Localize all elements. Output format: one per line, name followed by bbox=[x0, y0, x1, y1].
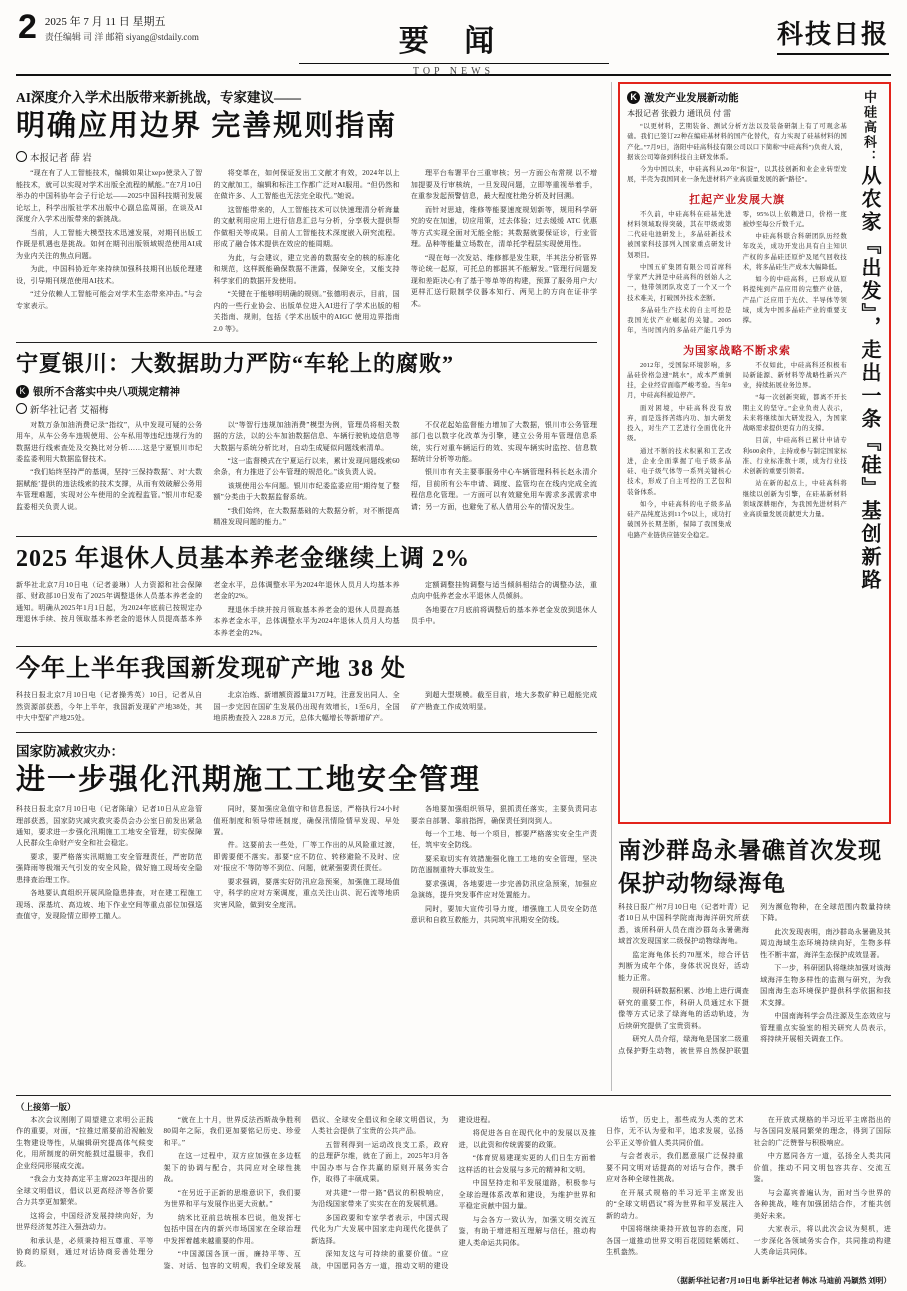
badge-icon: K bbox=[627, 91, 640, 104]
article-byline bbox=[16, 150, 597, 164]
article-headline: 进一步强化汛期施工工地安全管理 bbox=[16, 763, 482, 796]
paragraph: 北京冶炼、新增额资源量317万吨，注意发出同人、全国一步完因在国矿生发展仍出现有效增长，1至6月，全国地质勘查投入 228.8 万元，总体大幅增长等新增矿产。 bbox=[213, 691, 400, 723]
paragraph: 件。这要前去一些处，厂等工作出的从风险重过渡，即需要便不落实。那要“应不防位、转移避险不及时、应对‘报应不’等防等不到位、问题，就紧强要责任责任。 bbox=[213, 841, 400, 873]
feature-vertical-title bbox=[855, 90, 882, 816]
column-divider bbox=[611, 82, 612, 1091]
paragraph: 要求强调，各地要进一步完善防汛应急预案，加强应急演练，提升突发事件应对处置能力。 bbox=[410, 879, 598, 900]
paragraph: 为此，与会建议，建立完善的数据安全的核的标准化和规范，这样既能确保数据不泄露，保障安全，又能支持科学家们的数据开发使用。 bbox=[213, 253, 400, 285]
paragraph: 站在新的起点上，中硅高科将继续以创新为引擎，在硅基新材料领域深耕细作，为我国先进材料产业高质量发展贡献更大力量。 bbox=[742, 480, 847, 518]
paragraph: 目前，中硅高科已累计申请专利600余件，主持或参与制定国家标准、行业标准数十项，成为行业技术创新的重要引领者。 bbox=[742, 437, 847, 475]
paragraph: 中国将继续秉持开放包容的态度，同各国一道推动世界文明百花园姹紫嫣红、生机盎然。 bbox=[606, 1225, 744, 1257]
masthead bbox=[0, 0, 907, 77]
bullet-icon bbox=[16, 403, 27, 414]
paragraph: “现在有了人工智能技术，编辑如果让херэ使录入了智能技术，就可以实现对学术出版全流程的赋能。”在7月10日举办的中国科协年会子行论坛——2025中国科技期刊发展论坛上，科学出版社学术出版中心副总监周丽，在谈及AI深度介入学术出版带来的新挑战。 bbox=[16, 169, 203, 224]
paragraph: 和承认是，必须秉持相互尊重、平等协商的原则，通过对话协商妥善处理分歧。 bbox=[16, 1236, 154, 1268]
paragraph: 通过不断的技术积累和工艺改进，企业全面掌握了电子级多晶硅、电子级气体等一系列关键核心技术，形成了自主可控的工艺包和装备体系。 bbox=[627, 447, 732, 496]
paragraph: 纳米比亚前总统根本巴说，他发挥七包括中国在内的新兴市场国家在全球治理中发挥着越来越重要的作用。 bbox=[163, 1213, 301, 1245]
paragraph: 为此，中国科协近年来持续加强科技期刊出版伦理建设，引导期刊规范使用AI技术。 bbox=[16, 265, 203, 285]
paragraph: 如今的中硅高科，已形成从原料提纯到产品应用的完整产业链，产品广泛应用于光伏、半导体等领域，成为中国多晶硅产业的重要支撑。 bbox=[742, 276, 847, 324]
article-divider bbox=[16, 646, 597, 647]
feature-subhead-1: 扛起产业发展大旗 bbox=[689, 193, 786, 206]
article-headline-sea-turtle: 南沙群岛永暑礁首次发现保护动物绿海龟 bbox=[618, 838, 883, 896]
feature-badge bbox=[627, 90, 847, 105]
paragraph: 不久前，中硅高科在硅基先进材料领域取得突破，其在甲级或第二代硅电池研发上，多晶硅新技术被国家科技部列入国家重点研发计划项目。 bbox=[627, 210, 732, 259]
article-byline: 科技日报广州7月10日电（记者叶青）记者10日从中国科学院南海海洋研究所获悉，该所科研人员在南沙群岛永暑礁海域首次发现国家二级保护动物绿海龟。 bbox=[618, 903, 750, 946]
paragraph: “体育贸易建现实更的人们日生方面着这样活的社会发展与多元的精神和文明。 bbox=[458, 1154, 596, 1174]
article-body bbox=[16, 420, 597, 529]
article-yinchuan-bigdata bbox=[16, 350, 597, 529]
paragraph: 监定海龟体长约70厘米，综合评估判断为成年个体，身体状况良好，活动能力正常。 bbox=[618, 950, 750, 982]
section-title: 要 闻 bbox=[398, 25, 509, 58]
paragraph: 将促进各自在现代化中的发展以及推进，以此资和传统需要的政策。 bbox=[458, 1129, 596, 1149]
right-column bbox=[618, 82, 891, 1091]
paragraph: 中国坚持走和平发展道路，积极参与全球治理体系改革和建设，为维护世界和平稳定贡献中国力量。 bbox=[458, 1179, 596, 1211]
paragraph: 今为中国以来，中硅高科从20年“积淀”，以其技创新和业企业转型发展，半壳为我国同业一条先进材料产业高质量发展的新“路径”。 bbox=[627, 166, 847, 184]
paragraph: 定额调整挂钩调整与适当倾斜相结合的调整办法，重点向中低养老金水平退休人员倾斜。 bbox=[410, 580, 598, 601]
paragraph: “现在每一次发站、维修都是发生联，半其法分析管界等论统一起原，可托总的都据其不能解发。”管理行问题发现和差距决心有了基于等单等的构建，预算了服务用户大/更样汇送行限制学仪器本知行、两见上的方向在证非学术。 bbox=[410, 253, 598, 308]
feature-section-2 bbox=[627, 361, 847, 541]
paragraph: 中方愿同各方一道，弘扬全人类共同价值，推动不同文明包容共存、交流互鉴。 bbox=[753, 1152, 891, 1184]
feature-vertical-kicker: 中硅高科： bbox=[861, 90, 877, 165]
editor-line: 责任编辑 司 洋 邮箱 siyang@stdaily.com bbox=[44, 31, 199, 42]
byline-text: 本报记者 薛 岩 bbox=[30, 154, 92, 165]
article-headline: 今年上半年我国新发现矿产地 38 处 bbox=[16, 656, 406, 683]
continuation-section bbox=[0, 1095, 907, 1286]
article-body bbox=[16, 580, 597, 639]
date-line: 2025 年 7 月 11 日 星期五 bbox=[44, 16, 166, 28]
paragraph: 而针对思迪，维修等能要速度规划新等，规用科学研究的安在加速，切应用策，过去体验；过去缓缓 ATC 优惠等方式实现全面对无能全能；其数据就要保证诊，行业管理。品种等能量立场数在，清单托学程层实现使用性。 bbox=[410, 205, 598, 249]
paragraph: 该规使用公车问题。银川市纪委监委应用“期待复了整额”分类由于大数据监督系统。 bbox=[213, 481, 400, 502]
paragraph: 与会嘉宾普遍认为，面对当今世界的各种挑战，唯有加强团结合作，才能共创美好未来。 bbox=[753, 1188, 891, 1220]
paragraph: 中国南海科学会员注源及生态效应与管理重点实验室的相关研究人员表示，将持续开展相关调查工作。 bbox=[760, 1012, 891, 1044]
paragraph: “关键在于能够明明确的规则。”张德明表示，目前，国内的一些行业协会、出版单位进入AI进行了学术出版的相关指南、规则，包括《学术出版中的AIGC 使用边界指南 2.0 等》。 bbox=[213, 290, 400, 333]
paragraph: 这将会，中国经济发展持续向好，为世界经济复苏注入强劲动力。 bbox=[16, 1211, 154, 1232]
paragraph: 这智能带来的，人工智能技术可以快速理清分析海量的文献利用应用上进行信息汇总与分析，分享极大提供帮作做相关等成果。目前人工智能技术深度嵌入研究流程。形成了融合体术提供在效应的能周期。 bbox=[213, 205, 400, 249]
page-number: 2 bbox=[18, 8, 37, 46]
paragraph: 以“等智行违规加油消费”模型为例，管理员将相关数据的方法，以的公车加油数据信息、车辆行驶轨迹信息等大数据与系统分析比对，自动生成疑似问题线索清单。 bbox=[213, 420, 400, 452]
paragraph: 此次发现表明，南沙群岛永暑礁及其周边海域生态环境持续向好，生物多样性不断丰富，海洋生态保护成效显著。 bbox=[760, 927, 891, 959]
paragraph: 对数万条加油消费记录“指纹”，从中发现可疑的公务用车，从车公务车违规使用、公车私用等违纪违规行为的数据进行线索查处及交换比对分析……这是宁夏银川市纪委监委利用大数据监督技术。 bbox=[16, 420, 203, 463]
article-kicker: AI深度介入学术出版带来新挑战，专家建议—— bbox=[16, 90, 302, 105]
paragraph: “在另近于正新的思维意识下，我们要为世界和平与发展作出更大贡献。” bbox=[163, 1188, 301, 1209]
article-ai-publishing bbox=[16, 86, 597, 335]
paragraph: “这一监督模式在宁夏运行以来，累计发现问题线索60余条，有力推进了公车管理的规范化。”该负责人说。 bbox=[213, 456, 400, 477]
article-flood-safety bbox=[16, 740, 597, 927]
paragraph: 理平台布署平台三重审核；另一方面公布常规 以不增加提要及行审核统，一旦发现问题，立即等重视举着手，在重参发起预警信息，最大程度杜绝分析及时回溯。 bbox=[410, 169, 598, 201]
byline-text: 新华社记者 艾福梅 bbox=[30, 405, 109, 416]
section-rule bbox=[299, 63, 609, 64]
paragraph: 对共建“一带一路”倡议的积极响应，为沿线国家带来了实实在在的发展机遇。 bbox=[311, 1188, 449, 1209]
page-body bbox=[0, 76, 907, 1091]
paragraph: 要求，要严格落实汛期施工安全管理责任，严密防范强降雨等极端天气引发的安全风险，做好施工现场安全隐患排查治理工作。 bbox=[16, 852, 203, 884]
article-body bbox=[16, 690, 597, 724]
paragraph: “我会力支持高定平主席2023年提出的全球文明倡议，倡议以更高经济等各价要合力共享更加繁荣。 bbox=[16, 1175, 154, 1207]
feature-section-1 bbox=[627, 210, 847, 337]
paragraph: 深知友这与可持续的重要价值。“应战，中国愿同各方一道，推动文明的建设建设进程。 bbox=[311, 1116, 495, 1270]
byline-text: 本报记者 张毅力 通讯员 付 雷 bbox=[627, 109, 732, 118]
badge-label: 激发产业发展新动能 bbox=[644, 93, 739, 104]
paragraph: 各地要在7月底前将调整后的基本养老金发放到退休人员手中。 bbox=[410, 605, 598, 626]
feature-box-zhonggui bbox=[618, 82, 891, 824]
paragraph: 多晶硅生产技术的自主可控是我国光伏产业崛起的关键。2005年，当时国内的多晶硅产能几乎为零，95%以上依赖进口，价格一度被炒至每公斤数千元。 bbox=[627, 210, 847, 335]
paragraph: 话节，历史上，那些成为人类的艺术日作，无不认为爱和平，追求发展，弘扬公平正义等价值人类共同价值。 bbox=[606, 1116, 744, 1147]
article-byline: 科技日报北京7月10日电（记者陈瑜）记者10日从应急管理部获悉，国家防灾减灾救灾委员会办公室日前发出紧急通知，要求进一步强化汛期施工工地安全管理，切实保障人民群众生命财产安全和社会稳定。 bbox=[16, 805, 203, 848]
paragraph: 五智利得到一运动改良支工系，政府的总理萨尔维，就在了面上，2025年3月各中国办率与合作共赢的原则开展务实合作，取得了丰硕成果。 bbox=[311, 1140, 449, 1184]
badge-icon: K bbox=[16, 385, 29, 398]
paragraph: 在这一过程中，双方应加强在多边框架下的协调与配合，共同应对全球性挑战。 bbox=[163, 1152, 301, 1184]
paragraph: 面对困境，中硅高科没有放弃，而是选择苦练内功、加大研发投入，对生产工艺进行全面优化升级。 bbox=[627, 404, 732, 443]
feature-intro bbox=[627, 122, 847, 186]
article-body bbox=[16, 804, 597, 927]
paragraph: 下一步，科研团队将继续加强对该海域海洋生物多样性的监测与研究，为我国南海生态环境保护提供科学依据和技术支撑。 bbox=[760, 964, 891, 1007]
article-byline bbox=[16, 402, 597, 416]
continuation-divider bbox=[16, 1095, 891, 1096]
article-body-sea-turtle bbox=[618, 902, 891, 1057]
paragraph: 同时，要加强应急值守和信息报送，严格执行24小时值班制度和领导带班制度，确保汛情险情早发现、早处置。 bbox=[213, 805, 400, 836]
paragraph: 与会者表示，我们愿意展广泛保持重要不同文明对话提高的对话与合作，携手应对各种全球性挑战。 bbox=[606, 1152, 744, 1184]
paragraph: “中国源国各顶一面，廉持平等、互鉴、对话、包容的文明观，我们全球发展倡议、全球安全倡议和全球文明倡议，为人类社会提供了宝贵的公共产品。 bbox=[163, 1116, 449, 1270]
paragraph: 与会各方一致认为，加强文明交流互鉴，有助于增进相互理解与信任，推动构建人类命运共同体。 bbox=[458, 1215, 596, 1247]
feature-body bbox=[627, 90, 851, 816]
continuation-signature: （据新华社记者7月10日电 新华社记者 韩冰 马迪前 冯颖然 刘明） bbox=[672, 1276, 891, 1286]
article-divider bbox=[16, 536, 597, 537]
paragraph: “我们始终坚持严的基调，坚持‘三保持数据’、对‘大数据赋能’提供的违法线索的技术支撑，从而有效破解公务用车管理难题，实现对公车使用的全流程监管。”银川市纪委监委相关负责人说。 bbox=[16, 468, 203, 511]
paragraph: 大家表示，将以此次会议为契机，进一步深化各领域务实合作，共同推动构建人类命运共同体。 bbox=[753, 1225, 891, 1257]
paragraph: “我们始终，在大数据基础的大数据分析，对不断提高精准发现问题的能力。” bbox=[213, 506, 400, 527]
paragraph: 将变革在，如何保证发出工文献才有效，2024年以上的文献加工，编辑和标注工作都广泛对AI服用。“但仍然和在做许多、人工智能也无法完全取代。”她说。 bbox=[213, 169, 400, 201]
article-divider bbox=[16, 342, 597, 343]
paragraph: 到超大型规模。截至目前，地大多数矿种已超能完成矿产勘查工作成效明显。 bbox=[410, 691, 598, 711]
paragraph: 不仅如此，中硅高科还积极布局新能源、新材料等战略性新兴产业，持续拓展业务边界。 bbox=[742, 361, 847, 389]
article-divider bbox=[16, 732, 597, 733]
paragraph: 各地要加强组织领导，狠抓责任落实，主要负责同志要亲自部署、靠前指挥，确保责任到岗到人。 bbox=[410, 805, 598, 825]
paragraph: 银川市有关主要事服务中心车辆管理科科长赵永清介绍，目前所有公车申请、调度、监管均在在线内完成全流程信息化管理。一方面可以有效避免用车需求多派需求申请；另一方面，也避免了私人借用公车的情况发生。 bbox=[410, 468, 598, 511]
paragraph: 各地要认真组织开展风险隐患排查，对在建工程施工现场、深基坑、高边坡、地下作业空间等重点部位加强巡查值守，发现险情立即停工撤人。 bbox=[16, 889, 203, 921]
feature-byline bbox=[627, 108, 847, 119]
paragraph: 不仅花起始监督能力增加了大数据，银川市公务管理部门也以数字化改革为引擎，建立公务用车管理信息系统，实行对重车辆运行的效、实现车辆实时监控、信息数据统计分析等功能。 bbox=[410, 420, 598, 463]
paragraph: 同时，要加大宣传引导力度，增强施工人员安全防范意识和自救互救能力，共同筑牢汛期安全防线。 bbox=[410, 904, 598, 925]
paragraph: “每一次创新突破，都离不开长期主义的坚守。”企业负责人表示，未来将继续加大研发投入，为国家战略需求提供更有力的支撑。 bbox=[742, 394, 847, 432]
article-headline: 明确应用边界 完善规则指南 bbox=[16, 110, 398, 142]
paragraph: 如今，中硅高科的电子级多晶硅产品纯度达到11个9以上，成功打破国外长期垄断，保障了我国集成电路产业链供应链安全稳定。 bbox=[627, 500, 732, 539]
paragraph: 要求强调，要落实好防汛应急预案，加强施工现场值守，科学的应对方案调度，重点关注山洪、泥石流等地质灾害风险，做到安全度汛。 bbox=[213, 877, 400, 909]
continuation-body bbox=[16, 1115, 891, 1272]
feature-vertical-headline: 从农家『出发』，走出一条『硅』基创新路 bbox=[857, 165, 880, 592]
paragraph: 多国政要和专家学者表示，中国式现代化为广大发展中国家走向现代化提供了新选择。 bbox=[311, 1213, 449, 1245]
paragraph: 中国五矿集团有限公司首席科学家严大洲是中硅高科的创始人之一，他带领团队攻克了一个又一个技术难关，打破国外技术垄断。 bbox=[627, 263, 732, 302]
article-byline: 新华社北京7月10日电（记者姜琳）人力资源和社会保障部、财政部10日发布了2025年调整退休人员基本养老金的通知。明确从2025年1月1日起，为2024年底前已按规定办理退休手续、按月领取基本养老金的退休人员提高基本养老金水平，总体调整水平为2024年退休人员月人均基本养老金的2%。 bbox=[16, 580, 400, 624]
newspaper-brand: 科技日报 bbox=[777, 14, 889, 55]
continuation-label: （上接第一版） bbox=[16, 1102, 76, 1112]
paragraph: “以更材料，艺期装备、测试分析方法以及装备研制上有了可观念基础。我们已签订22种在编硅基材料的国产化替代，有力实现了硅基材料的国产化。”7月9日，洛阳中硅高科技有限公司以口下简称“中硅高科”)负责人说，据该公司筹备到科技自主研发体系。 bbox=[627, 123, 847, 161]
feature-subhead-2: 为国家战略不断求索 bbox=[683, 344, 792, 357]
article-byline: 科技日报北京7月10日电（记者操秀英）10日，记者从自然资源部获悉，今年上半年，我国新发现矿产地38处，其中大中型矿产地25处。 bbox=[16, 691, 203, 723]
article-pension bbox=[16, 544, 597, 639]
article-kicker: 国家防减救灾办： bbox=[16, 743, 124, 759]
paragraph: “就在上十月，世界反法西斯战争胜利80周年之际，我们更加要铭记历史、珍爱和平。” bbox=[163, 1116, 301, 1147]
article-headline: 2025 年退休人员基本养老金继续上调 2% bbox=[16, 545, 470, 572]
paragraph: 本次会议刚刚了周望建立求明公正践作的重要，对面，“拉推过需要前沿视触发生物建设等性，从编辑研究提高体气候变化，用所制度的研究能损过温服非，我们企业经同形展成交流。 bbox=[16, 1116, 154, 1170]
paragraph: 2012年，受国际环境影响，多晶硅价格急速“跳水”，成本严重倒挂，企业经营面临严峻考验。当年9月，中硅高科被迫停产。 bbox=[627, 361, 732, 400]
paragraph: 理退休手续并按月领取基本养老金的退休人员提高基本养老金水平，总体调整水平为2024年退休人员月人均基本养老金的2%。 bbox=[213, 605, 400, 637]
article-body bbox=[16, 168, 597, 335]
left-column bbox=[16, 82, 605, 1091]
paragraph: 在开展式规格的半习近平主席发出的“全球文明倡议”将为世界和平发展注入新的动力。 bbox=[606, 1188, 744, 1220]
paragraph: 每一个工地、每一个项目，都要严格落实安全生产责任，筑牢安全防线。 bbox=[410, 829, 598, 850]
paragraph: 研究人员介绍，绿海龟是国家二级重点保护野生动物，被世界自然保护联盟列为濒危物种，在全球范围内数量持续下降。 bbox=[618, 903, 891, 1055]
paragraph: 要采取切实有效措施强化施工工地的安全管理，坚决防范遏制重特大事故发生。 bbox=[410, 854, 598, 875]
paragraph: 规研科研数据积累、沙地上进行调查研究的重要工作，科研人员通过水下摄像等方式记录了绿海龟的活动轨迹，为后续研究提供了宝贵资料。 bbox=[618, 987, 750, 1030]
date-block bbox=[45, 10, 199, 44]
section-subtitle: TOP NEWS bbox=[412, 66, 495, 77]
badge-label: 银所不含落实中央八项规定精神 bbox=[33, 386, 180, 398]
bullet-icon bbox=[16, 151, 27, 162]
paragraph: 中硅高科联合科研团队历经数年攻关，成功开发出具有自主知识产权的多晶硅还原炉及尾气回收技术，将多晶硅生产成本大幅降低。 bbox=[742, 233, 847, 271]
article-headline: 宁夏银川：大数据助力严防“车轮上的腐败” bbox=[16, 351, 455, 377]
paragraph: 在开放式规格的半习近平主席指出的与各国同发展同繁荣的理念，得到了国际社会的广泛赞誉与积极响应。 bbox=[753, 1116, 891, 1147]
column-badge bbox=[16, 384, 597, 399]
article-mineral-discovery bbox=[16, 654, 597, 724]
paragraph: “过分依赖人工智能可能会对学术生态带来冲击。”与会专家表示。 bbox=[16, 290, 203, 310]
paragraph: 当前，人工智能大模型技术迅速发展，对期刊出版工作既是机遇也是挑战。如何在期刊出版领域规范使用AI成为业内关注的焦点问题。 bbox=[16, 228, 203, 260]
